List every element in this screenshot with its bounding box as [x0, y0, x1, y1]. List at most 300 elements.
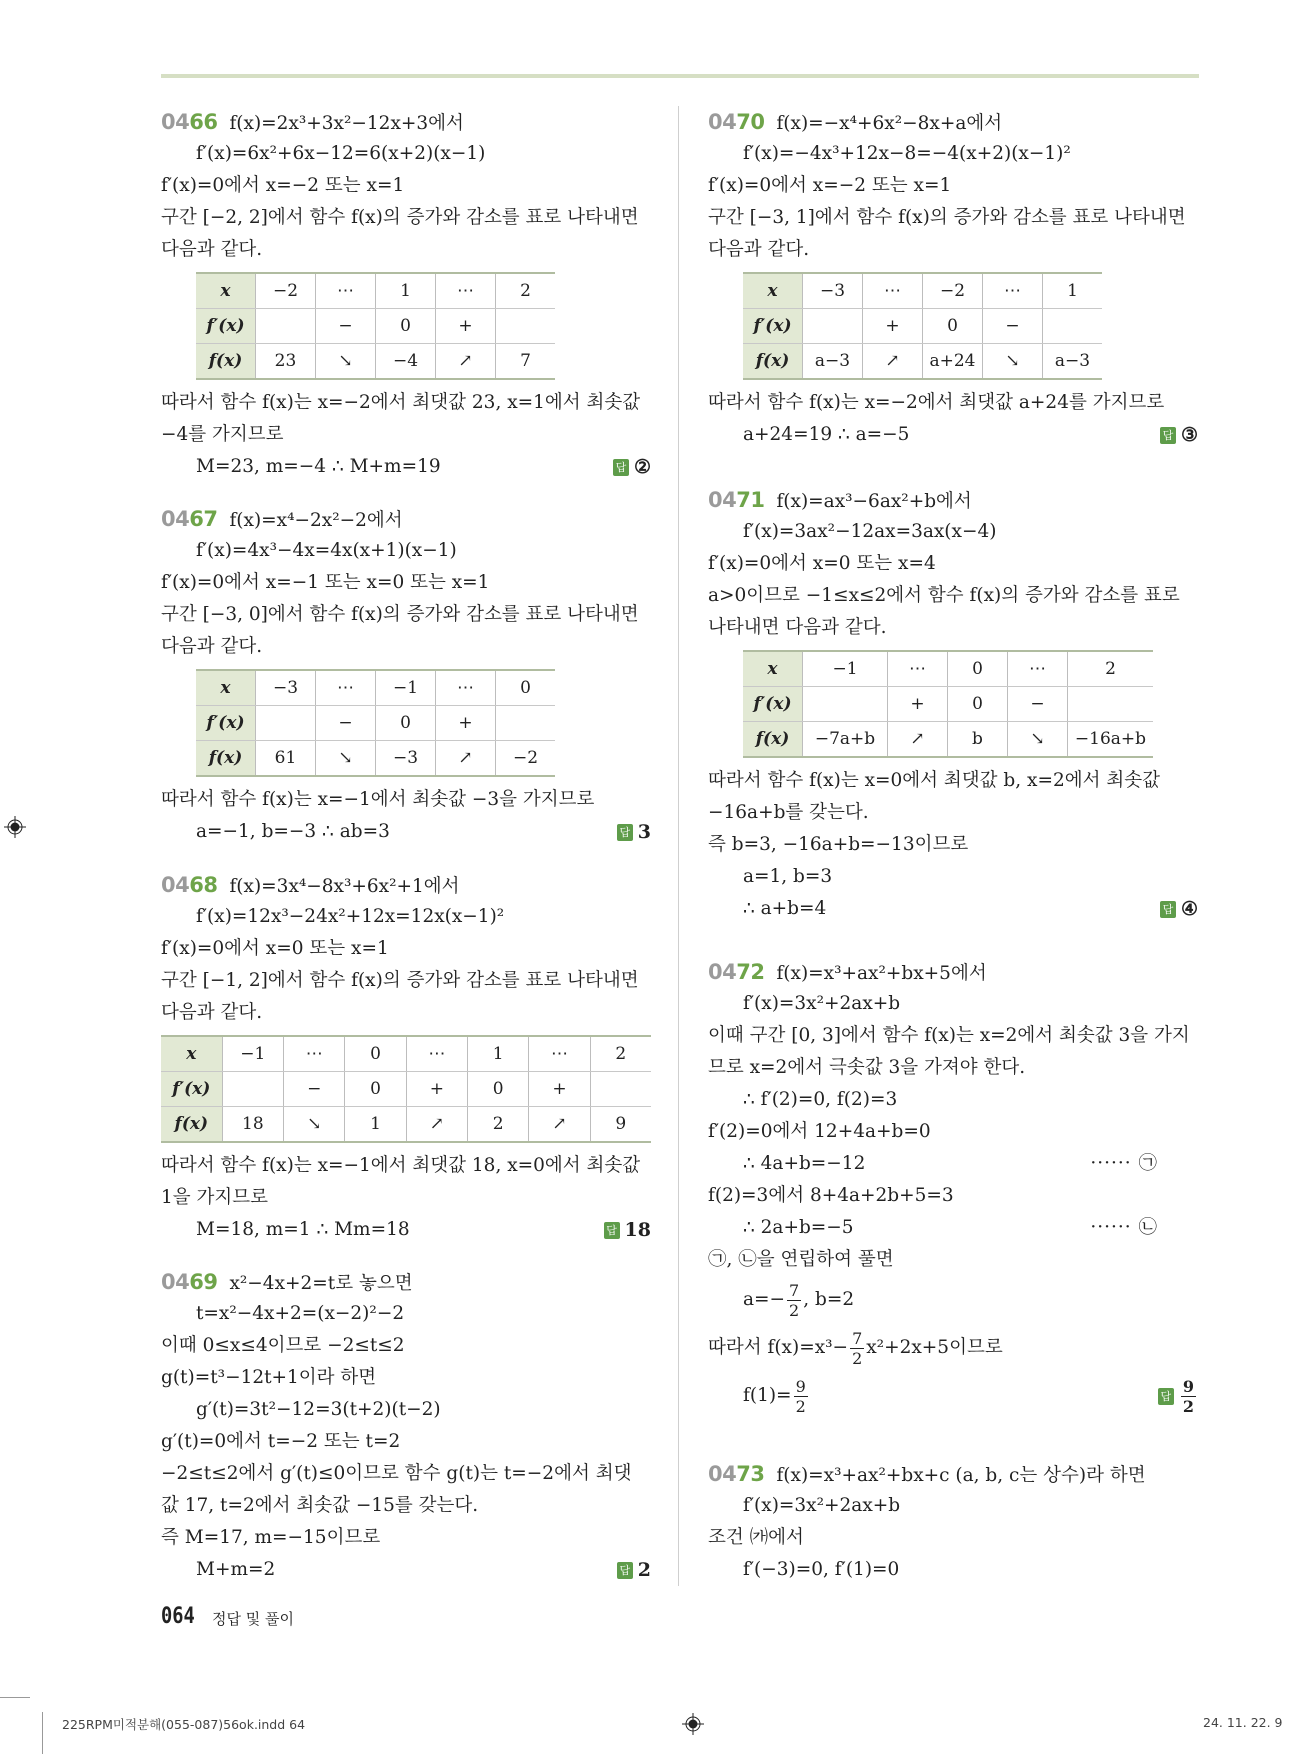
line-text: a+24=19 ∴ a=−5	[743, 424, 910, 445]
table-cell	[496, 706, 556, 741]
table-cell: −3	[376, 741, 436, 777]
solution-0467	[161, 503, 651, 848]
solution-line	[708, 1244, 1198, 1276]
solution-0468	[161, 869, 651, 1246]
registration-mark-icon	[682, 1713, 704, 1735]
table-cell	[256, 706, 316, 741]
line-text: f′(x)=0에서 x=0 또는 x=4	[708, 553, 936, 574]
line-text: ∴ a+b=4	[743, 898, 827, 919]
table-cell	[803, 687, 888, 722]
table-cell: ↗	[436, 344, 496, 380]
math-text: 따라서 f(x)=x³−	[708, 1337, 849, 1358]
table-cell: 0	[376, 309, 436, 344]
line-text: −4를 가지므로	[161, 424, 284, 445]
table-cell	[222, 1072, 283, 1107]
solution-line	[708, 612, 1198, 644]
line-text: M=23, m=−4 ∴ M+m=19	[196, 456, 441, 477]
line-text: f′(x)=12x³−24x²+12x=12x(x−1)²	[196, 906, 505, 927]
answer-badge-icon: 답	[1158, 1388, 1174, 1405]
solution-line	[161, 1298, 651, 1330]
line-text: f′(x)=−4x³+12x−8=−4(x+2)(x−1)²	[743, 143, 1071, 164]
line-text: f′(x)=0에서 x=0 또는 x=1	[161, 938, 389, 959]
row-header: f′(x)	[196, 706, 256, 741]
answer	[604, 1214, 651, 1246]
line-text: −2≤t≤2에서 g′(t)≤0이므로 함수 g(t)는 t=−2에서 최댓	[161, 1463, 632, 1484]
solution-first-line: x²−4x+2=t로 놓으면	[229, 1273, 413, 1294]
solution-line	[708, 861, 1198, 893]
line-text: f′(−3)=0, f′(1)=0	[743, 1559, 900, 1580]
solution-line	[708, 202, 1198, 234]
solution-line	[161, 1522, 651, 1554]
solution-line	[161, 1554, 651, 1586]
line-text: f′(x)=4x³−4x=4x(x+1)(x−1)	[196, 540, 457, 561]
solution-line	[161, 1362, 651, 1394]
fraction-numerator: 7	[789, 1280, 800, 1300]
fraction	[850, 1329, 864, 1368]
line-text: 따라서 함수 f(x)는 x=−1에서 최솟값 −3을 가지므로	[161, 789, 595, 810]
table-cell: 0	[345, 1072, 406, 1107]
solution-head	[161, 106, 651, 138]
row-header: x	[196, 670, 256, 706]
line-text: 따라서 함수 f(x)는 x=−1에서 최댓값 18, x=0에서 최솟값	[161, 1155, 641, 1176]
table-cell: 23	[256, 344, 316, 380]
fraction-denominator: 2	[795, 1396, 806, 1416]
table-cell	[803, 309, 863, 344]
solution-line	[708, 1148, 1198, 1180]
table-cell: −2	[256, 273, 316, 309]
line-text: t=x²−4x+2=(x−2)²−2	[196, 1303, 405, 1324]
solution-line	[708, 1052, 1198, 1084]
answer	[613, 451, 651, 483]
table-cell: 0	[345, 1036, 406, 1072]
table-cell: ⋯	[888, 651, 948, 687]
line-text: 나타내면 다음과 같다.	[708, 617, 887, 638]
solution-0469	[161, 1266, 651, 1586]
table-cell: ⋯	[529, 1036, 590, 1072]
table-cell: 2	[1068, 651, 1154, 687]
solution-first-line: f(x)=x³+ax²+bx+5에서	[776, 963, 987, 984]
answer-value: 3	[637, 821, 651, 843]
answer-badge-icon: 답	[617, 824, 633, 841]
line-text: 즉 b=3, −16a+b=−13이므로	[708, 834, 969, 855]
equation-tag: ······ ㉠	[1090, 1153, 1158, 1174]
solution-0472	[708, 956, 1198, 1420]
table-cell	[1068, 687, 1154, 722]
line-text: 즉 M=17, m=−15이므로	[161, 1527, 381, 1548]
solution-line	[161, 1214, 651, 1246]
line-text: g′(t)=0에서 t=−2 또는 t=2	[161, 1431, 401, 1452]
problem-number: 0466	[161, 110, 218, 134]
solution-line	[708, 1116, 1198, 1148]
solution-line	[708, 1372, 1198, 1420]
solution-line	[708, 516, 1198, 548]
fraction-numerator: 7	[852, 1328, 863, 1348]
column-divider	[678, 106, 679, 1586]
fraction-denominator: 2	[789, 1300, 800, 1320]
table-cell: −7a+b	[803, 722, 888, 758]
solution-line	[708, 1276, 1198, 1324]
table-cell: a−3	[803, 344, 863, 380]
solution-line	[161, 631, 651, 663]
registration-mark-icon	[4, 816, 26, 838]
solution-line	[708, 138, 1198, 170]
solution-line	[161, 816, 651, 848]
table-cell	[590, 1072, 651, 1107]
table-cell: ↘	[1008, 722, 1068, 758]
table-cell: ⋯	[316, 273, 376, 309]
solution-line	[161, 419, 651, 451]
solution-line	[161, 535, 651, 567]
solution-first-line: f(x)=2x³+3x²−12x+3에서	[229, 113, 464, 134]
answer-badge-icon: 답	[613, 459, 629, 476]
variation-table	[161, 1035, 651, 1143]
line-text: 이때 0≤x≤4이므로 −2≤t≤2	[161, 1335, 405, 1356]
table-cell: ↗	[436, 741, 496, 777]
table-row	[196, 741, 555, 777]
line-text: f′(x)=3ax²−12ax=3ax(x−4)	[743, 521, 997, 542]
line-text: 다음과 같다.	[161, 1002, 263, 1023]
table-cell: +	[529, 1072, 590, 1107]
answer	[617, 816, 651, 848]
table-row	[196, 344, 555, 380]
answer-value: 18	[624, 1219, 651, 1241]
table-cell: a−3	[1043, 344, 1103, 380]
fraction-numerator: 9	[1182, 1376, 1194, 1396]
line-text: f′(x)=3x²+2ax+b	[743, 993, 901, 1014]
solution-first-line: f(x)=−x⁴+6x²−8x+a에서	[776, 113, 1003, 134]
line-text: f′(x)=6x²+6x−12=6(x+2)(x−1)	[196, 143, 486, 164]
table-cell: −1	[376, 670, 436, 706]
solution-head	[161, 869, 651, 901]
table-cell: 1	[1043, 273, 1103, 309]
fraction-denominator: 2	[852, 1348, 863, 1368]
solution-0473	[708, 1458, 1198, 1586]
row-header: f′(x)	[743, 687, 803, 722]
answer-badge-icon: 답	[1160, 901, 1176, 918]
line-text: M+m=2	[196, 1559, 276, 1580]
row-header: x	[196, 273, 256, 309]
table-cell: 0	[376, 706, 436, 741]
row-header: x	[743, 651, 803, 687]
solution-head	[161, 503, 651, 535]
solution-line	[161, 1182, 651, 1214]
answer	[1160, 893, 1198, 925]
table-cell: −4	[376, 344, 436, 380]
solution-line	[161, 1490, 651, 1522]
table-cell: ↘	[316, 344, 376, 380]
table-cell: +	[436, 706, 496, 741]
line-text: M=18, m=1 ∴ Mm=18	[196, 1219, 410, 1240]
line-text: 다음과 같다.	[161, 636, 263, 657]
table-cell: ⋯	[316, 670, 376, 706]
solution-line	[708, 988, 1198, 1020]
answer	[617, 1554, 651, 1586]
crop-mark	[42, 1712, 43, 1754]
table-cell: 1	[376, 273, 436, 309]
problem-number: 0470	[708, 110, 765, 134]
solution-line	[708, 580, 1198, 612]
table-cell: ⋯	[863, 273, 923, 309]
equation-tag: ······ ㉡	[1090, 1217, 1158, 1238]
solution-line	[708, 1490, 1198, 1522]
answer-badge-icon: 답	[617, 1562, 633, 1579]
table-cell: ↗	[888, 722, 948, 758]
table-cell: 1	[468, 1036, 529, 1072]
solution-line	[161, 784, 651, 816]
table-row	[743, 273, 1102, 309]
table-row	[743, 687, 1153, 722]
solution-line	[708, 1084, 1198, 1116]
table-cell: +	[436, 309, 496, 344]
solution-head	[708, 1458, 1198, 1490]
solution-line	[708, 419, 1198, 451]
table-cell: 0	[923, 309, 983, 344]
header-rule	[161, 74, 1199, 78]
line-text: ∴ 2a+b=−5	[743, 1217, 854, 1238]
solution-line	[161, 202, 651, 234]
table-cell: 2	[496, 273, 556, 309]
table-row	[196, 309, 555, 344]
fraction	[1181, 1377, 1196, 1416]
line-text: 구간 [−3, 1]에서 함수 f(x)의 증가와 감소를 표로 나타내면	[708, 207, 1186, 228]
solution-line	[161, 1426, 651, 1458]
solution-line	[708, 1324, 1198, 1372]
table-cell: +	[406, 1072, 467, 1107]
table-row	[196, 706, 555, 741]
answer	[1160, 419, 1198, 451]
table-cell: ↘	[983, 344, 1043, 380]
table-row	[196, 273, 555, 309]
table-cell: 9	[590, 1107, 651, 1143]
solution-line	[161, 965, 651, 997]
solution-first-line: f(x)=x⁴−2x²−2에서	[229, 510, 403, 531]
math-text: x²+2x+5이므로	[866, 1337, 1003, 1358]
table-cell: ⋯	[406, 1036, 467, 1072]
row-header: f′(x)	[196, 309, 256, 344]
solution-line	[708, 893, 1198, 925]
solution-line	[708, 234, 1198, 266]
problem-number: 0473	[708, 1462, 765, 1486]
table-cell: ⋯	[983, 273, 1043, 309]
table-row	[161, 1107, 651, 1143]
line-text: 구간 [−3, 0]에서 함수 f(x)의 증가와 감소를 표로 나타내면	[161, 604, 639, 625]
section-label: 정답 및 풀이	[212, 1610, 294, 1628]
row-header: f′(x)	[743, 309, 803, 344]
line-text: 1을 가지므로	[161, 1187, 269, 1208]
row-header: x	[743, 273, 803, 309]
solution-line	[161, 138, 651, 170]
line-text: 따라서 함수 f(x)는 x=−2에서 최댓값 a+24를 가지므로	[708, 392, 1165, 413]
variation-table	[743, 272, 1102, 380]
line-text: 따라서 함수 f(x)는 x=0에서 최댓값 b, x=2에서 최솟값	[708, 770, 1160, 791]
table-cell	[256, 309, 316, 344]
table-cell	[1043, 309, 1103, 344]
variation-table	[196, 669, 555, 777]
variation-table	[743, 650, 1153, 758]
line-text: 구간 [−2, 2]에서 함수 f(x)의 증가와 감소를 표로 나타내면	[161, 207, 639, 228]
solution-line	[161, 234, 651, 266]
fraction-denominator: 2	[1182, 1396, 1194, 1416]
line-text: 이때 구간 [0, 3]에서 함수 f(x)는 x=2에서 최솟값 3을 가지	[708, 1025, 1190, 1046]
math-text: , b=2	[803, 1289, 855, 1310]
table-cell: ↘	[284, 1107, 345, 1143]
table-row	[196, 670, 555, 706]
solution-head	[708, 484, 1198, 516]
solution-line	[708, 1522, 1198, 1554]
line-text: a=−1, b=−3 ∴ ab=3	[196, 821, 390, 842]
slug-filename: 225RPM미적분해(055-087)56ok.indd 64	[62, 1717, 306, 1732]
solution-line	[161, 1150, 651, 1182]
table-cell: 2	[468, 1107, 529, 1143]
solution-line	[708, 170, 1198, 202]
solution-0470	[708, 106, 1198, 451]
problem-number: 0472	[708, 960, 765, 984]
table-cell	[496, 309, 556, 344]
solution-line	[161, 901, 651, 933]
row-header: f(x)	[196, 741, 256, 777]
table-cell: −3	[256, 670, 316, 706]
solution-line	[161, 997, 651, 1029]
slug-date: 24. 11. 22. 9	[1203, 1715, 1283, 1730]
solution-line	[161, 387, 651, 419]
table-cell: 61	[256, 741, 316, 777]
math-text: a=−	[743, 1289, 786, 1310]
table-cell: b	[948, 722, 1008, 758]
table-cell: −	[983, 309, 1043, 344]
solution-0471	[708, 484, 1198, 925]
table-row	[743, 309, 1102, 344]
line-text: 따라서 함수 f(x)는 x=−2에서 최댓값 23, x=1에서 최솟값	[161, 392, 641, 413]
line-text: 다음과 같다.	[708, 239, 810, 260]
table-cell: −	[284, 1072, 345, 1107]
solution-line	[161, 599, 651, 631]
line-text: f′(x)=0에서 x=−2 또는 x=1	[161, 175, 405, 196]
fraction-numerator: 9	[795, 1376, 806, 1396]
line-text: 조건 ㈎에서	[708, 1527, 804, 1548]
table-row	[743, 344, 1102, 380]
row-header: f(x)	[743, 722, 803, 758]
line-text: 다음과 같다.	[161, 239, 263, 260]
table-cell: ↘	[316, 741, 376, 777]
solution-line	[161, 1330, 651, 1362]
answer-value: 2	[637, 1559, 651, 1581]
table-cell: ⋯	[284, 1036, 345, 1072]
solution-line	[161, 567, 651, 599]
fraction	[787, 1281, 801, 1320]
crop-mark	[0, 1697, 30, 1698]
row-header: f(x)	[196, 344, 256, 380]
line-text: a>0이므로 −1≤x≤2에서 함수 f(x)의 증가와 감소를 표로	[708, 585, 1180, 606]
table-cell: 0	[468, 1072, 529, 1107]
table-cell: 2	[590, 1036, 651, 1072]
table-cell: ↗	[406, 1107, 467, 1143]
line-text: g(t)=t³−12t+1이라 하면	[161, 1367, 377, 1388]
table-cell: −	[1008, 687, 1068, 722]
table-cell: −2	[923, 273, 983, 309]
line-text: −16a+b를 갖는다.	[708, 802, 869, 823]
solution-line	[161, 1458, 651, 1490]
row-header: f′(x)	[161, 1072, 222, 1107]
row-header: f(x)	[161, 1107, 222, 1143]
table-cell: −16a+b	[1068, 722, 1154, 758]
line-text: f′(2)=0에서 12+4a+b=0	[708, 1121, 931, 1142]
table-cell: ⋯	[1008, 651, 1068, 687]
table-cell: −2	[496, 741, 556, 777]
variation-table	[196, 272, 555, 380]
line-text: f′(x)=0에서 x=−2 또는 x=1	[708, 175, 952, 196]
solution-line	[708, 1554, 1198, 1586]
math-text: f(1)=	[743, 1385, 792, 1406]
problem-number: 0467	[161, 507, 218, 531]
table-row	[743, 651, 1153, 687]
answer-value: ③	[1180, 424, 1198, 446]
line-text: a=1, b=3	[743, 866, 833, 887]
solution-first-line: f(x)=x³+ax²+bx+c (a, b, c는 상수)라 하면	[776, 1465, 1146, 1486]
table-row	[161, 1036, 651, 1072]
solution-line	[161, 933, 651, 965]
problem-number: 0471	[708, 488, 765, 512]
table-cell: +	[888, 687, 948, 722]
solution-line	[708, 797, 1198, 829]
table-cell: −	[316, 706, 376, 741]
line-text: g′(t)=3t²−12=3(t+2)(t−2)	[196, 1399, 441, 1420]
table-cell: 0	[496, 670, 556, 706]
table-cell: 0	[948, 687, 1008, 722]
table-row	[743, 722, 1153, 758]
solution-head	[708, 956, 1198, 988]
solution-line	[708, 765, 1198, 797]
answer-value: ④	[1180, 898, 1198, 920]
table-cell: 1	[345, 1107, 406, 1143]
solution-line	[708, 387, 1198, 419]
solution-line	[161, 451, 651, 483]
row-header: f(x)	[743, 344, 803, 380]
table-row	[161, 1072, 651, 1107]
line-text: ㉠, ㉡을 연립하여 풀면	[708, 1249, 894, 1270]
problem-number: 0468	[161, 873, 218, 897]
line-text: f′(x)=0에서 x=−1 또는 x=0 또는 x=1	[161, 572, 490, 593]
answer	[1158, 1372, 1198, 1420]
line-text: 구간 [−1, 2]에서 함수 f(x)의 증가와 감소를 표로 나타내면	[161, 970, 639, 991]
solution-line	[161, 1394, 651, 1426]
row-header: x	[161, 1036, 222, 1072]
solution-line	[708, 548, 1198, 580]
table-cell: −	[316, 309, 376, 344]
solution-first-line: f(x)=3x⁴−8x³+6x²+1에서	[229, 876, 460, 897]
table-cell: 18	[222, 1107, 283, 1143]
table-cell: −1	[222, 1036, 283, 1072]
fraction	[794, 1377, 808, 1416]
solution-0466	[161, 106, 651, 483]
solution-line	[708, 829, 1198, 861]
table-cell: −3	[803, 273, 863, 309]
table-cell: −1	[803, 651, 888, 687]
table-cell: 7	[496, 344, 556, 380]
solution-head	[708, 106, 1198, 138]
line-text: ∴ 4a+b=−12	[743, 1153, 866, 1174]
answer-badge-icon: 답	[1160, 427, 1176, 444]
solution-head	[161, 1266, 651, 1298]
solution-line	[708, 1212, 1198, 1244]
line-text: 값 17, t=2에서 최솟값 −15를 갖는다.	[161, 1495, 479, 1516]
table-cell: 0	[948, 651, 1008, 687]
table-cell: a+24	[923, 344, 983, 380]
line-text: 므로 x=2에서 극솟값 3을 가져야 한다.	[708, 1057, 1026, 1078]
table-cell: +	[863, 309, 923, 344]
problem-number: 0469	[161, 1270, 218, 1294]
table-cell: ↗	[529, 1107, 590, 1143]
line-text: f(2)=3에서 8+4a+2b+5=3	[708, 1185, 954, 1206]
